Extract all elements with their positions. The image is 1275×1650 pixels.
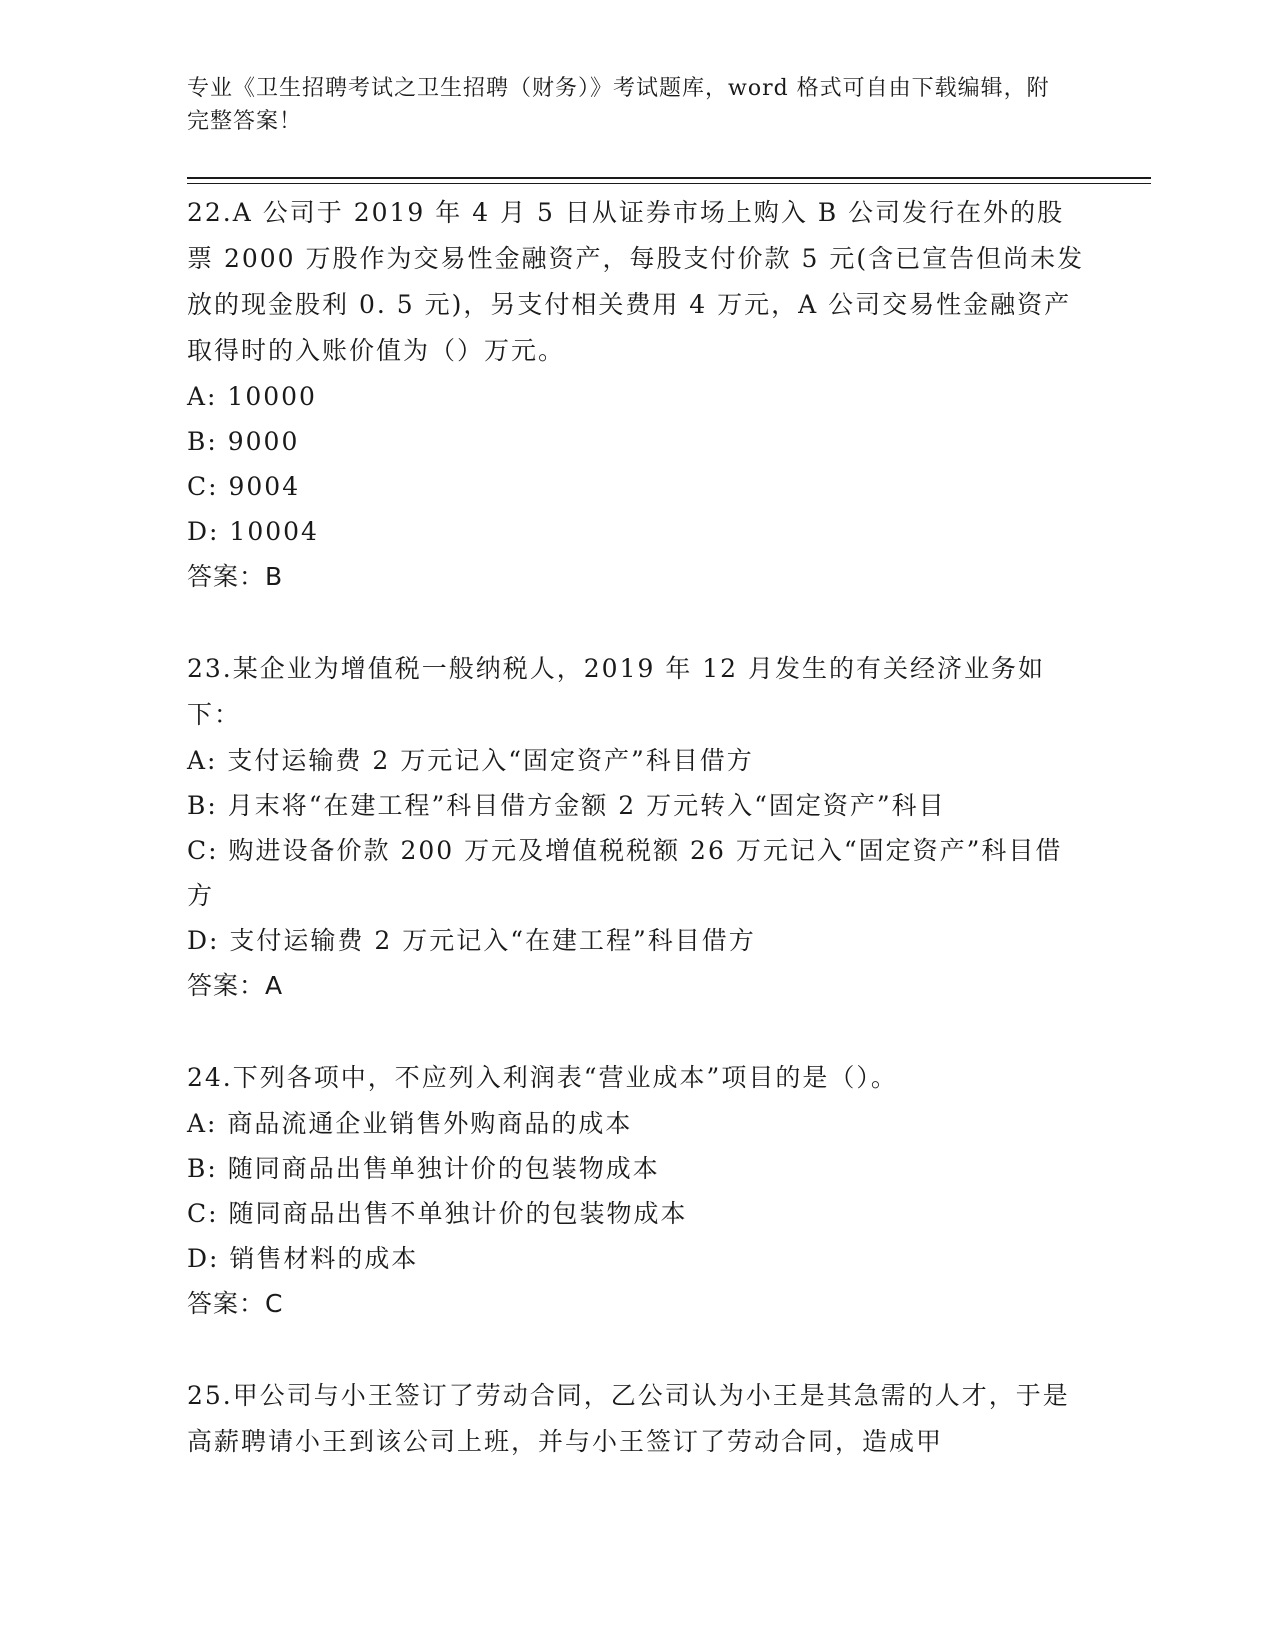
question-23 bbox=[187, 646, 1087, 1009]
option-a: A: 商品流通企业销售外购商品的成本 bbox=[187, 1109, 633, 1138]
option-d: D: 支付运输费 2 万元记入“在建工程”科目借方 bbox=[187, 926, 756, 955]
option-d: D: 销售材料的成本 bbox=[187, 1244, 419, 1273]
option-b: B: 随同商品出售单独计价的包装物成本 bbox=[187, 1154, 660, 1183]
option-a: A: 10000 bbox=[187, 382, 317, 411]
option-d: D: 10004 bbox=[187, 517, 319, 546]
question-list bbox=[187, 190, 1087, 1511]
option-b: B: 9000 bbox=[187, 427, 300, 456]
question-25 bbox=[187, 1373, 1087, 1465]
question-24 bbox=[187, 1055, 1087, 1327]
answer-line: 答案：B bbox=[187, 562, 284, 591]
option-c: C: 9004 bbox=[187, 472, 301, 501]
answer-line: 答案：C bbox=[187, 1289, 284, 1318]
question-stem: 24.下列各项中，不应列入利润表“营业成本”项目的是（）。 bbox=[187, 1063, 898, 1092]
question-stem: 22.A 公司于 2019 年 4 月 5 日从证券市场上购入 B 公司发行在外的股票 2000 万股作为交易性金融资产，每股支付价款 5 元(含已宣告但尚未发放的现金股利 0. 5 元)，另支付相关费用 4 万元，A 公司交易性金融资产取得时的入账价值为（）万元。 bbox=[187, 198, 1085, 365]
header-divider-thin bbox=[187, 183, 1151, 184]
answer-line: 答案：A bbox=[187, 971, 284, 1000]
header-divider-thick bbox=[187, 177, 1151, 179]
option-c: C: 购进设备价款 200 万元及增值税税额 26 万元记入“固定资产”科目借方 bbox=[187, 836, 1063, 910]
option-b: B: 月末将“在建工程”科目借方金额 2 万元转入“固定资产”科目 bbox=[187, 791, 946, 820]
option-c: C: 随同商品出售不单独计价的包装物成本 bbox=[187, 1199, 688, 1228]
question-stem: 25.甲公司与小王签订了劳动合同，乙公司认为小王是其急需的人才，于是高薪聘请小王到该公司上班，并与小王签订了劳动合同，造成甲 bbox=[187, 1381, 1070, 1456]
question-stem: 23.某企业为增值税一般纳税人，2019 年 12 月发生的有关经济业务如下： bbox=[187, 654, 1046, 729]
option-a: A: 支付运输费 2 万元记入“固定资产”科目借方 bbox=[187, 746, 754, 775]
question-22 bbox=[187, 190, 1087, 600]
document-header: 专业《卫生招聘考试之卫生招聘（财务）》考试题库，word 格式可自由下载编辑，附完整答案！ bbox=[187, 76, 1050, 134]
